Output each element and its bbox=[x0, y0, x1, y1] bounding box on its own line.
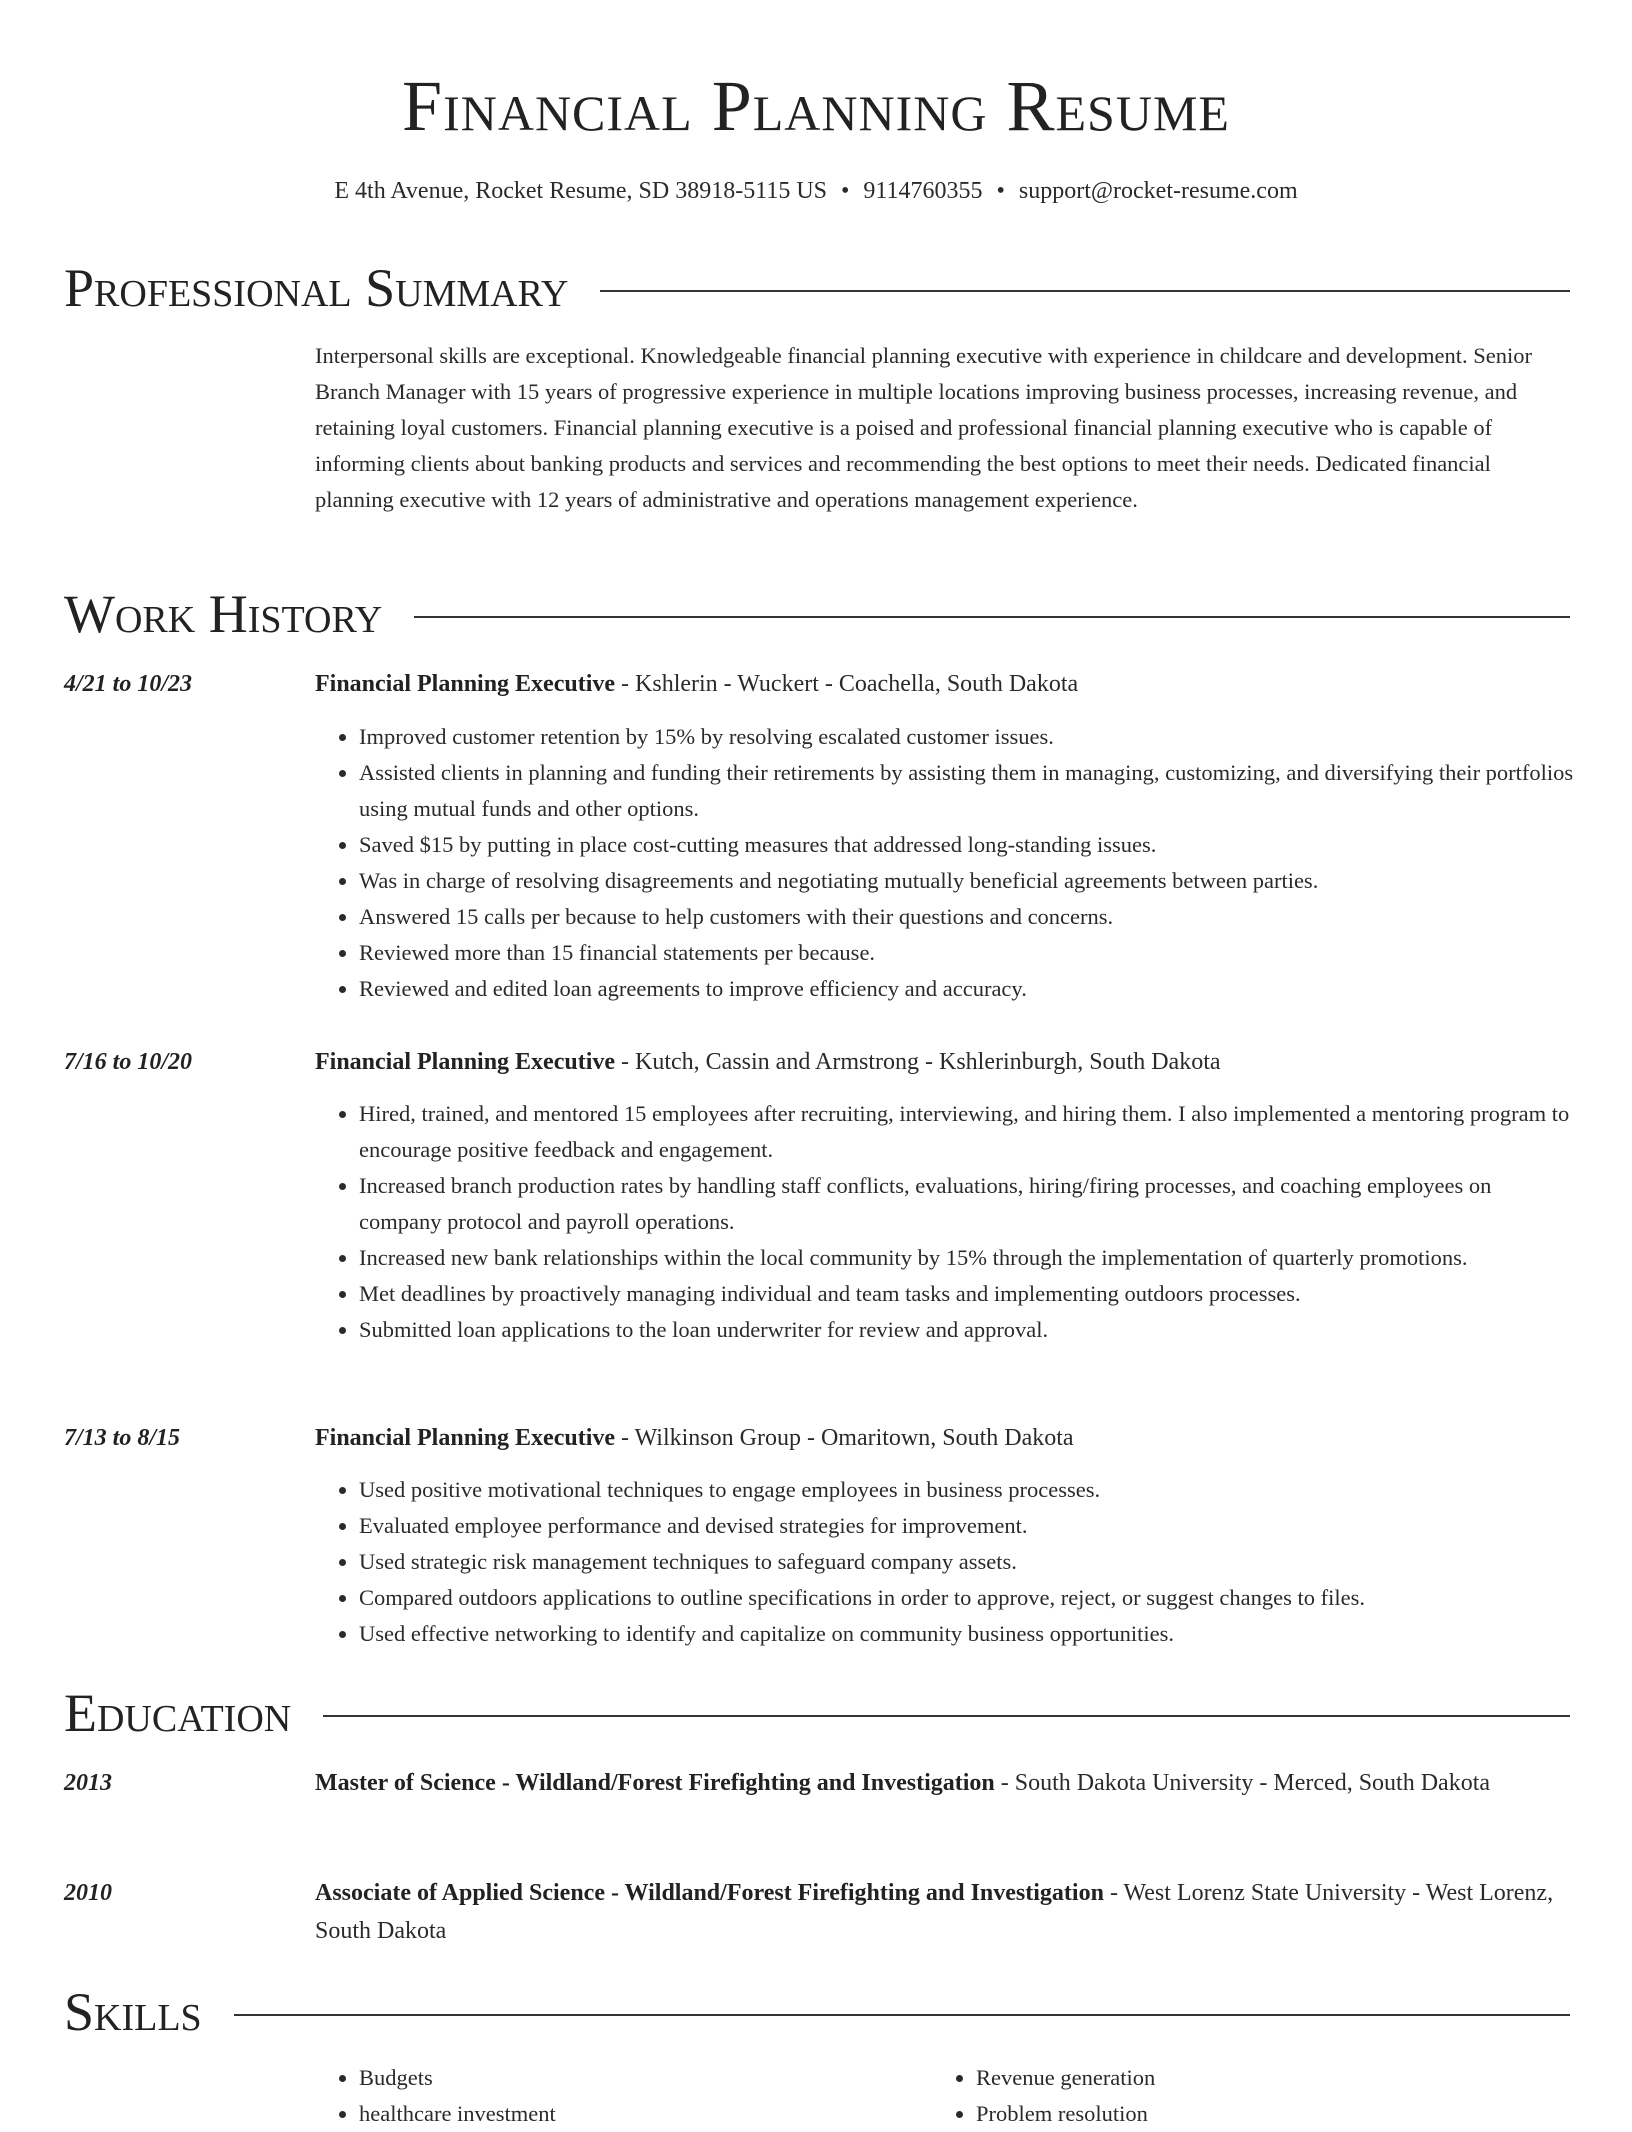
section-divider bbox=[323, 1715, 1570, 1717]
skill-item: • healthcare investment bbox=[359, 2096, 919, 2132]
job-dates: 7/13 to 8/15 bbox=[64, 1425, 181, 1451]
job-details: - Wilkinson Group - Omaritown, South Dakota bbox=[615, 1425, 1074, 1451]
job-heading bbox=[315, 1419, 1574, 1457]
education-section-header bbox=[64, 1681, 1570, 1745]
list-item: • Increased new bank relationships within the local community by 15% through the implementation of quarterly promotions. bbox=[359, 1240, 1574, 1276]
job-details: - Kshlerin - Wuckert - Coachella, South Dakota bbox=[615, 671, 1079, 697]
skills-section-header bbox=[64, 1980, 1570, 2044]
list-item: • Reviewed and edited loan agreements to improve efficiency and accuracy. bbox=[359, 971, 1574, 1007]
contact-email: support@rocket-resume.com bbox=[1018, 178, 1298, 204]
list-item: • Answered 15 calls per because to help customers with their questions and concerns. bbox=[359, 899, 1574, 935]
list-item: • Saved $15 by putting in place cost-cutting measures that addressed long-standing issues. bbox=[359, 827, 1574, 863]
job-bullets bbox=[315, 719, 1574, 1007]
education-year: 2010 bbox=[64, 1880, 112, 1906]
education-degree: Master of Science - Wildland/Forest Firefighting and Investigation bbox=[315, 1770, 995, 1796]
job-position: Financial Planning Executive bbox=[315, 1049, 616, 1075]
contact-phone: 9114760355 bbox=[863, 178, 983, 204]
list-item: • Met deadlines by proactively managing individual and team tasks and implementing outdoors processes. bbox=[359, 1276, 1574, 1312]
list-item: • Reviewed more than 15 financial statements per because. bbox=[359, 935, 1574, 971]
education-details: - West Lorenz State University - West Lorenz, South Dakota bbox=[315, 1880, 1554, 1944]
skill-item: • Problem resolution bbox=[976, 2096, 1576, 2132]
skills-list-right bbox=[932, 2060, 1576, 2132]
education-year: 2013 bbox=[64, 1770, 112, 1796]
list-item: • Increased branch production rates by handling staff conflicts, evaluations, hiring/firing processes, and coaching employees on company protocol and payroll operations. bbox=[359, 1168, 1574, 1240]
list-item: • Improved customer retention by 15% by resolving escalated customer issues. bbox=[359, 719, 1574, 755]
list-item: • Assisted clients in planning and funding their retirements by assisting them in managing, customizing, and diversifying their portfolios using mutual funds and other options. bbox=[359, 755, 1574, 827]
contact-line bbox=[0, 174, 1632, 208]
section-divider bbox=[414, 616, 1570, 618]
education-degree: Associate of Applied Science - Wildland/Forest Firefighting and Investigation bbox=[315, 1880, 1104, 1906]
job-dates: 7/16 to 10/20 bbox=[64, 1049, 193, 1075]
list-item: • Used strategic risk management techniques to safeguard company assets. bbox=[359, 1544, 1574, 1580]
section-title-summary: Professional Summary bbox=[64, 258, 569, 318]
list-item: • Hired, trained, and mentored 15 employees after recruiting, interviewing, and hiring them. I also implemented a mentoring program to encourage positive feedback and engagement. bbox=[359, 1096, 1574, 1168]
list-item: • Used effective networking to identify and capitalize on community business opportunities. bbox=[359, 1616, 1574, 1652]
contact-address: E 4th Avenue, Rocket Resume, SD 38918-5115 US bbox=[334, 178, 827, 204]
list-item: • Was in charge of resolving disagreements and negotiating mutually beneficial agreements between parties. bbox=[359, 863, 1574, 899]
resume-name: Financial Planning Resume bbox=[402, 66, 1230, 146]
section-title-work: Work History bbox=[64, 584, 383, 644]
job-heading bbox=[315, 665, 1574, 703]
section-title-education: Education bbox=[64, 1683, 292, 1743]
contact-separator: • bbox=[841, 178, 850, 204]
job-position: Financial Planning Executive bbox=[315, 1425, 616, 1451]
list-item: • Used positive motivational techniques to engage employees in business processes. bbox=[359, 1472, 1574, 1508]
summary-text: Interpersonal skills are exceptional. Knowledgeable financial planning executive with experience in childcare and development. Senior Branch Manager with 15 years of progressive experience in multiple locations improving business processes, increasing revenue, and retaining loyal customers. Financial planning executive is a poised and professional financial planning executive who is capable of informing clients about banking products and services and recommending the best options to meet their needs. Dedicated financial planning executive with 12 years of administrative and operations management experience. bbox=[315, 343, 1533, 512]
contact-separator: • bbox=[996, 178, 1005, 204]
education-heading bbox=[315, 1874, 1574, 1950]
work-section-header bbox=[64, 582, 1570, 646]
summary-section-header bbox=[64, 256, 1570, 320]
list-item: • Evaluated employee performance and devised strategies for improvement. bbox=[359, 1508, 1574, 1544]
job-bullets bbox=[315, 1096, 1574, 1348]
education-details: - South Dakota University - Merced, South Dakota bbox=[994, 1770, 1491, 1796]
job-heading bbox=[315, 1043, 1574, 1081]
section-divider bbox=[600, 290, 1570, 292]
job-bullets bbox=[315, 1472, 1574, 1652]
job-position: Financial Planning Executive bbox=[315, 671, 616, 697]
job-dates: 4/21 to 10/23 bbox=[64, 671, 193, 697]
section-title-skills: Skills bbox=[64, 1982, 202, 2042]
section-divider bbox=[234, 2014, 1570, 2016]
list-item: • Compared outdoors applications to outline specifications in order to approve, reject, or suggest changes to files. bbox=[359, 1580, 1574, 1616]
job-details: - Kutch, Cassin and Armstrong - Kshlerinburgh, South Dakota bbox=[615, 1049, 1221, 1075]
skill-item: • Budgets bbox=[359, 2060, 919, 2096]
education-heading bbox=[315, 1764, 1574, 1802]
list-item: • Submitted loan applications to the loan underwriter for review and approval. bbox=[359, 1312, 1574, 1348]
skills-list-left bbox=[315, 2060, 919, 2132]
skill-item: • Revenue generation bbox=[976, 2060, 1576, 2096]
